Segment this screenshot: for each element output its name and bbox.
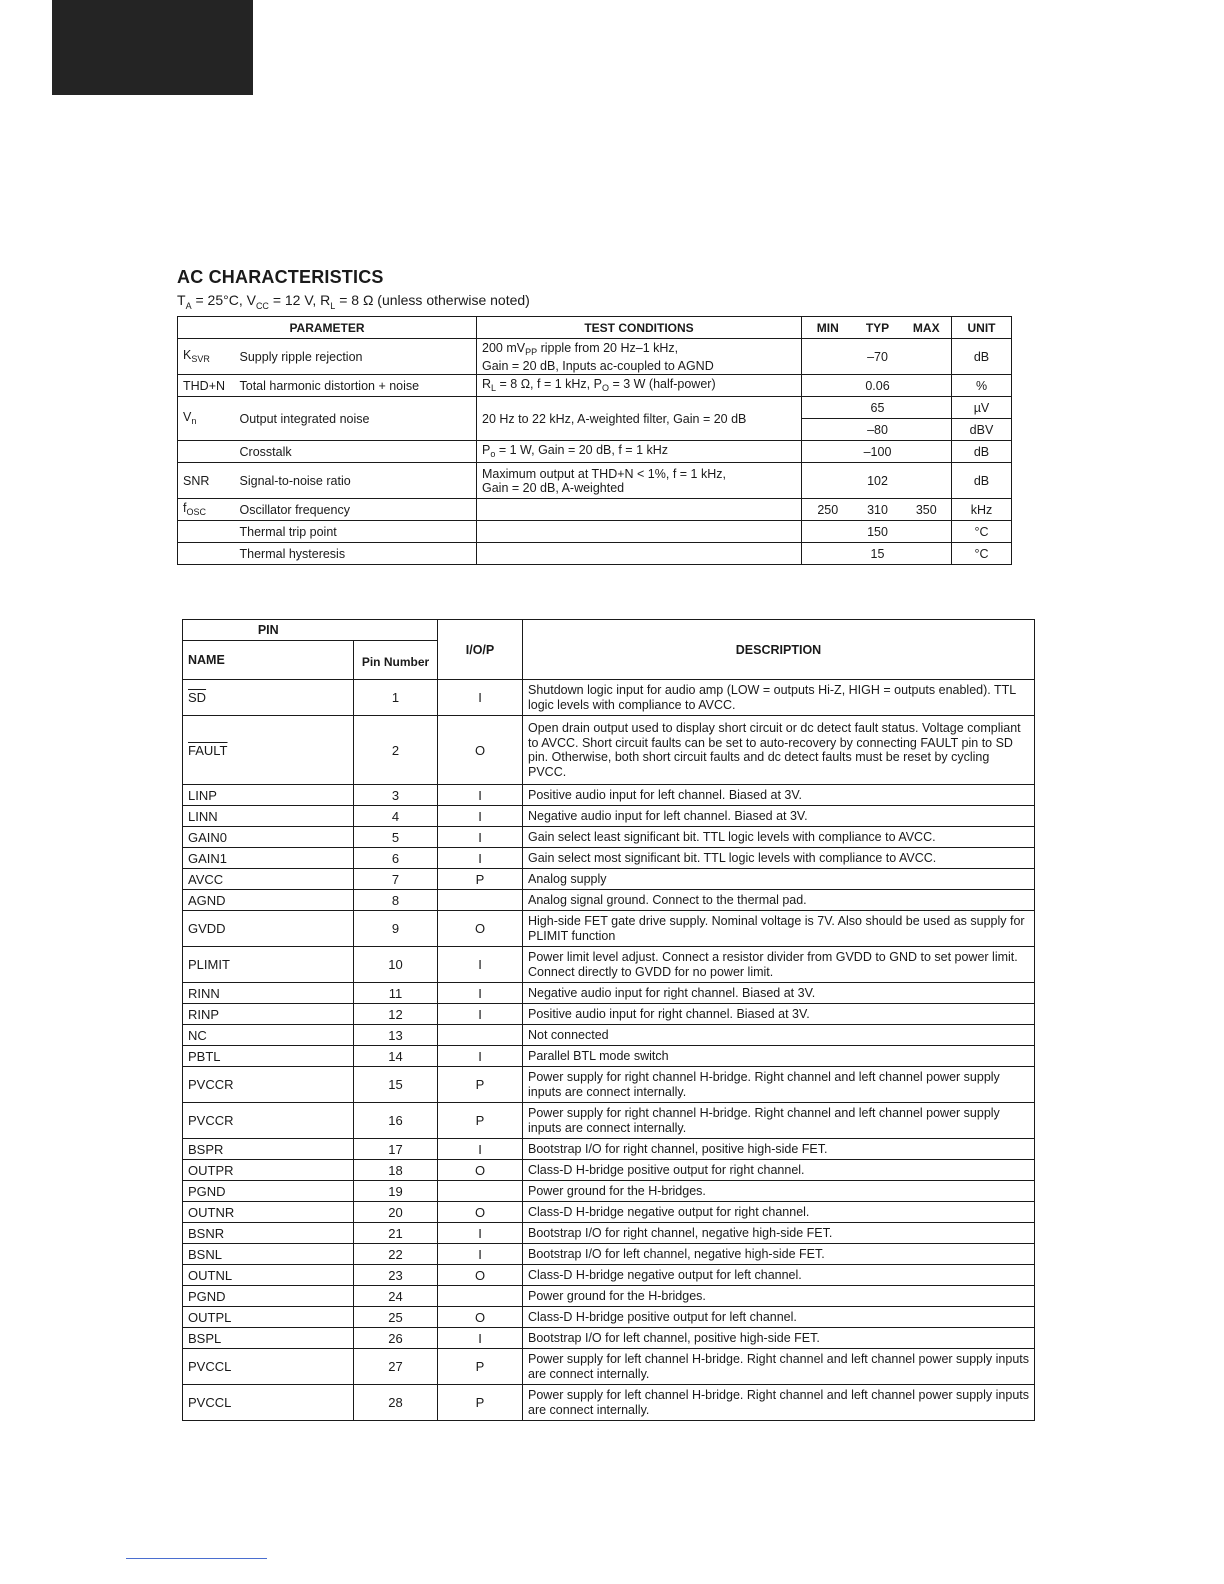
value-min <box>802 375 854 397</box>
pin-name: AGND <box>183 890 354 911</box>
pin-io-type: O <box>438 1160 523 1181</box>
param-symbol <box>178 543 235 565</box>
pin-number: 14 <box>354 1046 438 1067</box>
pin-description: Gain select most significant bit. TTL logic levels with compliance to AVCC. <box>523 848 1035 869</box>
pin-name: PBTL <box>183 1046 354 1067</box>
value-max <box>902 339 952 375</box>
param-symbol: THD+N <box>178 375 235 397</box>
pin-description-table <box>182 619 1035 1421</box>
pin-io-type: I <box>438 947 523 983</box>
pin-io-type: P <box>438 869 523 890</box>
table-row <box>183 983 1035 1004</box>
pin-name: PGND <box>183 1286 354 1307</box>
value-min <box>802 441 854 463</box>
pin-io-type: O <box>438 911 523 947</box>
test-condition: $R_L = 8$ Ω, f = 1 kHz, $P_O = 3$ W (half-power) <box>477 375 802 397</box>
pin-name: RINN <box>183 983 354 1004</box>
pin-name: OUTPL <box>183 1307 354 1328</box>
pin-number: 19 <box>354 1181 438 1202</box>
value-max <box>902 521 952 543</box>
pin-description: Open drain output used to display short circuit or dc detect fault status. Voltage compliant to AVCC. Short circuit faults can be set to auto-recovery by connecting FAULT pin to SD pin. Otherwise, both short circuit faults and dc detect faults must be reset by cycling PVCC. <box>523 716 1035 785</box>
pin-number: 23 <box>354 1265 438 1286</box>
pin-name: BSPL <box>183 1328 354 1349</box>
pin-number: 6 <box>354 848 438 869</box>
pin-io-type: P <box>438 1103 523 1139</box>
pin-description: Gain select least significant bit. TTL logic levels with compliance to AVCC. <box>523 827 1035 848</box>
table-row <box>183 1223 1035 1244</box>
table-row <box>183 1202 1035 1223</box>
pin-description: Bootstrap I/O for right channel, negative high-side FET. <box>523 1223 1035 1244</box>
value-max <box>902 397 952 419</box>
pin-io-type: O <box>438 1202 523 1223</box>
table-row <box>183 1067 1035 1103</box>
table-row <box>183 1103 1035 1139</box>
pin-description: Positive audio input for left channel. Biased at 3V. <box>523 785 1035 806</box>
pin-name: PVCCL <box>183 1385 354 1421</box>
pin-name: OUTPR <box>183 1160 354 1181</box>
param-name: Thermal trip point <box>235 521 477 543</box>
pin-description: Bootstrap I/O for left channel, negative high-side FET. <box>523 1244 1035 1265</box>
pin-io-type: I <box>438 1223 523 1244</box>
table-row <box>178 441 1012 463</box>
pin-io-type: O <box>438 1307 523 1328</box>
value-unit: °C <box>952 543 1012 565</box>
value-typ: –100 <box>854 441 902 463</box>
test-condition: 200 $mV_{PP}$ ripple from 20 Hz–1 kHz, Gain = 20 dB, Inputs ac-coupled to AGND <box>477 339 802 375</box>
table-row <box>183 947 1035 983</box>
pin-number: 24 <box>354 1286 438 1307</box>
header-parameter: PARAMETER <box>178 317 477 339</box>
pin-number: 12 <box>354 1004 438 1025</box>
pin-description: Class-D H-bridge positive output for left channel. <box>523 1307 1035 1328</box>
table-row <box>183 1160 1035 1181</box>
value-unit: °C <box>952 521 1012 543</box>
pin-description: Negative audio input for left channel. Biased at 3V. <box>523 806 1035 827</box>
pin-number: 21 <box>354 1223 438 1244</box>
footer-line <box>126 1558 267 1559</box>
value-min <box>802 397 854 419</box>
value-max: 350 <box>902 499 952 521</box>
table-row <box>178 339 1012 375</box>
table-row <box>183 785 1035 806</box>
ac-test-conditions: $T_A = 25^\circ C$, $V_{CC} = 12$ V, $R_L = 8$ Ω (unless otherwise noted) <box>177 292 530 311</box>
table-row <box>183 680 1035 716</box>
ac-characteristics-title: AC CHARACTERISTICS <box>177 267 384 287</box>
test-condition <box>477 499 802 521</box>
table-row <box>183 890 1035 911</box>
value-typ: 0.06 <box>854 375 902 397</box>
pin-io-type <box>438 1286 523 1307</box>
value-unit: kHz <box>952 499 1012 521</box>
table-row <box>183 806 1035 827</box>
pin-name: AVCC <box>183 869 354 890</box>
pin-name: RINP <box>183 1004 354 1025</box>
pin-io-type: I <box>438 680 523 716</box>
pin-description: Shutdown logic input for audio amp (LOW = outputs Hi-Z, HIGH = outputs enabled). TTL logic levels with compliance to AVCC. <box>523 680 1035 716</box>
param-name: Output integrated noise <box>235 397 477 441</box>
table-row <box>178 521 1012 543</box>
table-row <box>178 375 1012 397</box>
pin-io-type <box>438 1181 523 1202</box>
pin-number: 22 <box>354 1244 438 1265</box>
pin-description: Positive audio input for right channel. Biased at 3V. <box>523 1004 1035 1025</box>
value-unit: dB <box>952 441 1012 463</box>
value-typ: –80 <box>854 419 902 441</box>
pin-name: BSPR <box>183 1139 354 1160</box>
pin-number: 16 <box>354 1103 438 1139</box>
value-min <box>802 463 854 499</box>
value-min <box>802 543 854 565</box>
table-row <box>178 543 1012 565</box>
pin-number: 17 <box>354 1139 438 1160</box>
table-row <box>183 716 1035 785</box>
pin-io-type: P <box>438 1067 523 1103</box>
param-symbol: SNR <box>178 463 235 499</box>
table-row <box>183 869 1035 890</box>
pin-name: BSNR <box>183 1223 354 1244</box>
pin-description: Power limit level adjust. Connect a resistor divider from GVDD to GND to set power limit. Connect directly to GVDD for no power limit. <box>523 947 1035 983</box>
table-row <box>183 827 1035 848</box>
header-unit: UNIT <box>952 317 1012 339</box>
value-typ: 65 <box>854 397 902 419</box>
table-row <box>183 1181 1035 1202</box>
pin-number: 25 <box>354 1307 438 1328</box>
pin-description: Power supply for left channel H-bridge. Right channel and left channel power supply inputs are connect internally. <box>523 1349 1035 1385</box>
value-max <box>902 463 952 499</box>
pin-number: 5 <box>354 827 438 848</box>
value-max <box>902 419 952 441</box>
pin-header-row <box>183 620 1035 641</box>
param-symbol <box>178 441 235 463</box>
table-row <box>183 1046 1035 1067</box>
header-pin: PIN <box>183 620 354 641</box>
pin-name: GAIN1 <box>183 848 354 869</box>
pin-description: Class-D H-bridge positive output for right channel. <box>523 1160 1035 1181</box>
header-min: MIN <box>802 317 854 339</box>
pin-name: NC <box>183 1025 354 1046</box>
pin-description: Class-D H-bridge negative output for right channel. <box>523 1202 1035 1223</box>
pin-number: 4 <box>354 806 438 827</box>
pin-number: 28 <box>354 1385 438 1421</box>
test-condition: 20 Hz to 22 kHz, A-weighted filter, Gain = 20 dB <box>477 397 802 441</box>
pin-number: 10 <box>354 947 438 983</box>
pin-number: 26 <box>354 1328 438 1349</box>
header-block <box>52 0 253 95</box>
value-unit: dB <box>952 463 1012 499</box>
table-row <box>183 1307 1035 1328</box>
value-typ: 15 <box>854 543 902 565</box>
pin-io-type: I <box>438 983 523 1004</box>
pin-name: LINP <box>183 785 354 806</box>
header-description: DESCRIPTION <box>523 620 1035 680</box>
pin-io-type: P <box>438 1385 523 1421</box>
pin-io-type <box>438 1025 523 1046</box>
pin-description: Not connected <box>523 1025 1035 1046</box>
pin-description: High-side FET gate drive supply. Nominal voltage is 7V. Also should be used as supply for PLIMIT function <box>523 911 1035 947</box>
param-symbol: $K_{SVR}$ <box>178 339 235 375</box>
pin-name: PVCCR <box>183 1067 354 1103</box>
pin-io-type: I <box>438 785 523 806</box>
test-condition: $P_o = 1$ W, Gain = 20 dB, f = 1 kHz <box>477 441 802 463</box>
pin-name: PVCCR <box>183 1103 354 1139</box>
value-min: 250 <box>802 499 854 521</box>
pin-name: PLIMIT <box>183 947 354 983</box>
value-min <box>802 521 854 543</box>
value-max <box>902 543 952 565</box>
pin-description: Power ground for the H-bridges. <box>523 1286 1035 1307</box>
pin-description: Analog supply <box>523 869 1035 890</box>
header-typ: TYP <box>854 317 902 339</box>
value-unit: µV <box>952 397 1012 419</box>
pin-description: Analog signal ground. Connect to the thermal pad. <box>523 890 1035 911</box>
test-condition <box>477 543 802 565</box>
pin-name: OUTNL <box>183 1265 354 1286</box>
pin-io-type: I <box>438 848 523 869</box>
test-condition <box>477 521 802 543</box>
table-row <box>183 1349 1035 1385</box>
header-pin-spacer <box>354 620 438 641</box>
value-unit: dB <box>952 339 1012 375</box>
table-row <box>178 463 1012 499</box>
table-row <box>183 1328 1035 1349</box>
pin-name: BSNL <box>183 1244 354 1265</box>
param-name: Crosstalk <box>235 441 477 463</box>
pin-number: 27 <box>354 1349 438 1385</box>
pin-name: GAIN0 <box>183 827 354 848</box>
header-pin-number: Pin Number <box>354 641 438 680</box>
test-condition: Maximum output at THD+N < 1%, f = 1 kHz, Gain = 20 dB, A-weighted <box>477 463 802 499</box>
pin-description: Class-D H-bridge negative output for left channel. <box>523 1265 1035 1286</box>
table-row <box>183 1244 1035 1265</box>
pin-number: 7 <box>354 869 438 890</box>
table-row <box>183 911 1035 947</box>
value-max <box>902 375 952 397</box>
pin-io-type: I <box>438 827 523 848</box>
param-name: Total harmonic distortion + noise <box>235 375 477 397</box>
pin-io-type: I <box>438 1328 523 1349</box>
value-unit: % <box>952 375 1012 397</box>
pin-description: Bootstrap I/O for left channel, positive high-side FET. <box>523 1328 1035 1349</box>
pin-name: $\overline{SD}$ <box>183 680 354 716</box>
pin-number: 2 <box>354 716 438 785</box>
param-name: Oscillator frequency <box>235 499 477 521</box>
pin-name: GVDD <box>183 911 354 947</box>
pin-io-type: I <box>438 1004 523 1025</box>
pin-description: Power supply for right channel H-bridge. Right channel and left channel power supply inputs are connect internally. <box>523 1067 1035 1103</box>
ac-characteristics-table <box>177 316 1012 565</box>
param-name: Signal-to-noise ratio <box>235 463 477 499</box>
pin-description: Bootstrap I/O for right channel, positive high-side FET. <box>523 1139 1035 1160</box>
pin-io-type: O <box>438 716 523 785</box>
pin-io-type <box>438 890 523 911</box>
pin-io-type: O <box>438 1265 523 1286</box>
param-symbol <box>178 521 235 543</box>
pin-io-type: I <box>438 1046 523 1067</box>
value-typ: 150 <box>854 521 902 543</box>
pin-number: 15 <box>354 1067 438 1103</box>
pin-name: PVCCL <box>183 1349 354 1385</box>
param-symbol: $f_{OSC}$ <box>178 499 235 521</box>
value-unit: dBV <box>952 419 1012 441</box>
pin-name: LINN <box>183 806 354 827</box>
pin-description: Power ground for the H-bridges. <box>523 1181 1035 1202</box>
table-row <box>183 848 1035 869</box>
header-max: MAX <box>902 317 952 339</box>
value-typ: –70 <box>854 339 902 375</box>
pin-number: 3 <box>354 785 438 806</box>
table-row <box>178 397 1012 419</box>
value-typ: 310 <box>854 499 902 521</box>
pin-number: 18 <box>354 1160 438 1181</box>
pin-number: 13 <box>354 1025 438 1046</box>
pin-io-type: P <box>438 1349 523 1385</box>
table-row <box>183 1004 1035 1025</box>
table-row <box>183 1139 1035 1160</box>
pin-number: 8 <box>354 890 438 911</box>
header-test-conditions: TEST CONDITIONS <box>477 317 802 339</box>
pin-number: 1 <box>354 680 438 716</box>
param-name: Supply ripple rejection <box>235 339 477 375</box>
pin-io-type: I <box>438 1244 523 1265</box>
table-row <box>178 499 1012 521</box>
pin-name: PGND <box>183 1181 354 1202</box>
pin-number: 9 <box>354 911 438 947</box>
pin-description: Power supply for left channel H-bridge. Right channel and left channel power supply inputs are connect internally. <box>523 1385 1035 1421</box>
value-max <box>902 441 952 463</box>
table-row <box>183 1286 1035 1307</box>
param-name: Thermal hysteresis <box>235 543 477 565</box>
value-min <box>802 419 854 441</box>
pin-name: OUTNR <box>183 1202 354 1223</box>
header-io: I/O/P <box>438 620 523 680</box>
table-row <box>183 1385 1035 1421</box>
header-name: NAME <box>183 641 354 680</box>
ac-header-row <box>178 317 1012 339</box>
table-row <box>183 1025 1035 1046</box>
value-typ: 102 <box>854 463 902 499</box>
pin-description: Parallel BTL mode switch <box>523 1046 1035 1067</box>
pin-number: 20 <box>354 1202 438 1223</box>
table-row <box>183 1265 1035 1286</box>
pin-name: FAULT <box>183 716 354 785</box>
param-symbol: $V_n$ <box>178 397 235 441</box>
pin-io-type: I <box>438 1139 523 1160</box>
pin-description: Power supply for right channel H-bridge. Right channel and left channel power supply inputs are connect internally. <box>523 1103 1035 1139</box>
pin-number: 11 <box>354 983 438 1004</box>
pin-io-type: I <box>438 806 523 827</box>
value-min <box>802 339 854 375</box>
pin-description: Negative audio input for right channel. Biased at 3V. <box>523 983 1035 1004</box>
